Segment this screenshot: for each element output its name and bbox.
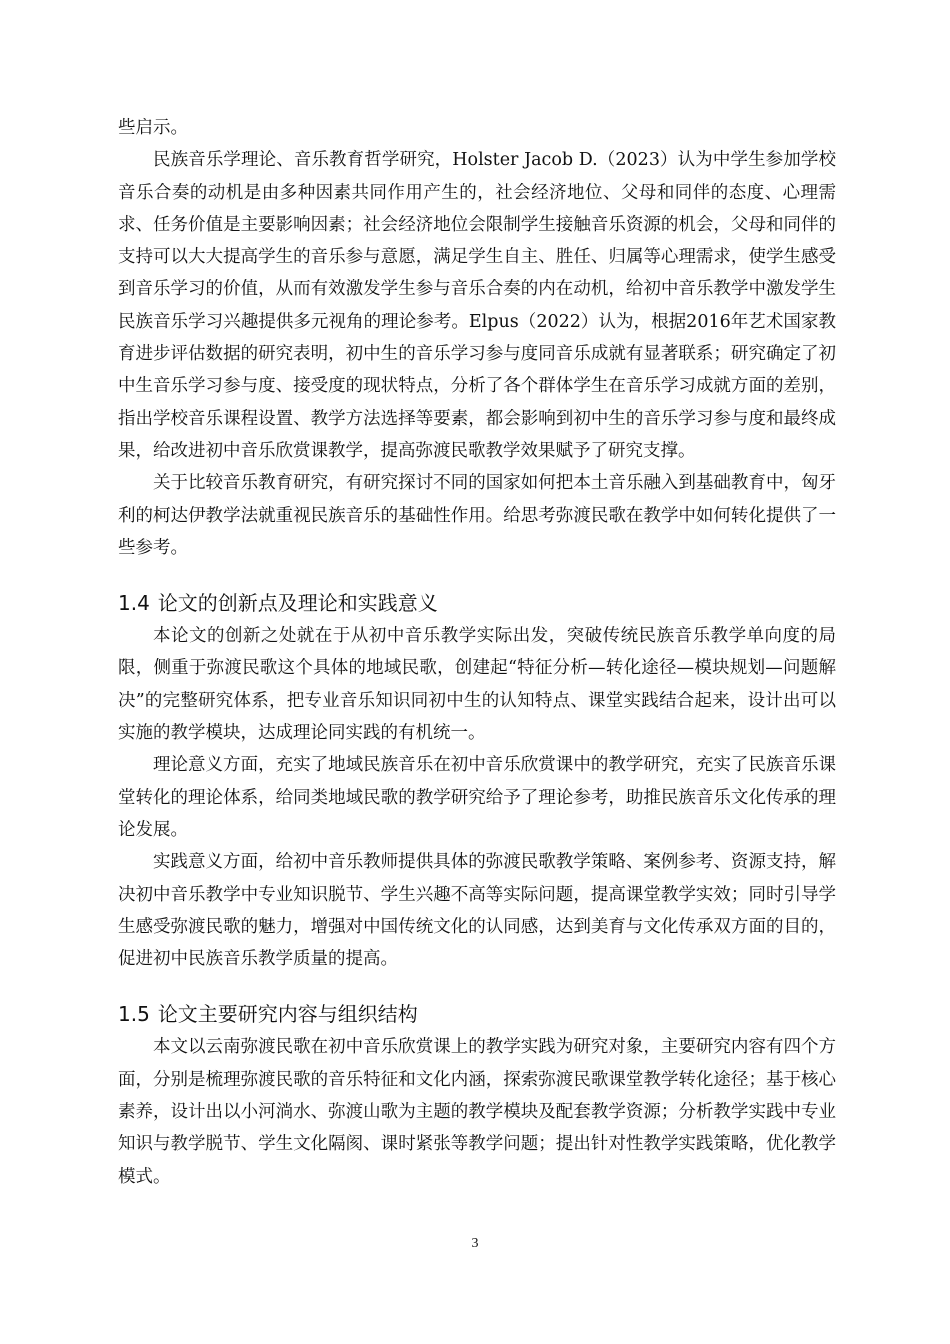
section-heading-1-5 xyxy=(118,997,836,1031)
paragraph-foreign-research: 民族音乐学理论、音乐教育哲学研究，Holster Jacob D.（2023）认为中学生参加学校音乐合奏的动机是由多种因素共同作用产生的，社会经济地位、父母和同伴的态度、心理需求、任务价值是主要影响因素；社会经济地位会限制学生接触音乐资源的机会，父母和同伴的支持可以大大提高学生的音乐参与意愿，满足学生自主、胜任、归属等心理需求，使学生感受到音乐学习的价值，从而有效激发学生参与音乐合奏的内在动机，给初中音乐教学中激发学生民族音乐学习兴趣提供多元视角的理论参考。Elpus（2022）认为，根据2016年艺术国家教育进步评估数据的研究表明，初中生的音乐学习参与度同音乐成就有显著联系；研究确定了初中生音乐学习参与度、接受度的现状特点，分析了各个群体学生在音乐学习成就方面的差别，指出学校音乐课程设置、教学方法选择等要素，都会影响到初中生的音乐学习参与度和最终成果，给改进初中音乐欣赏课教学，提高弥渡民歌教学效果赋予了研究支撑。 xyxy=(118,150,836,461)
page-number: 3 xyxy=(471,1236,479,1251)
page-body xyxy=(118,112,836,1193)
section-number: 1.5 xyxy=(118,1002,150,1027)
paragraph-continuation: 些启示。 xyxy=(118,118,188,138)
paragraph-innovation: 本论文的创新之处就在于从初中音乐教学实际出发，突破传统民族音乐教学单向度的局限，侧重于弥渡民歌这个具体的地域民歌，创建起“特征分析—转化途径—模块规划—问题解决”的完整研究体系，把专业音乐知识同初中生的认知特点、课堂实践结合起来，设计出可以实施的教学模块，达成理论同实践的有机统一。 xyxy=(118,626,836,744)
paragraph-practical-significance: 实践意义方面，给初中音乐教师提供具体的弥渡民歌教学策略、案例参考、资源支持，解决初中音乐教学中专业知识脱节、学生兴趣不高等实际问题，提高课堂教学实效；同时引导学生感受弥渡民歌的魅力，增强对中国传统文化的认同感，达到美育与文化传承双方面的目的，促进初中民族音乐教学质量的提高。 xyxy=(118,852,836,970)
paragraph-comparative-research: 关于比较音乐教育研究，有研究探讨不同的国家如何把本土音乐融入到基础教育中，匈牙利的柯达伊教学法就重视民族音乐的基础性作用。给思考弥渡民歌在教学中如何转化提供了一些参考。 xyxy=(118,473,836,558)
section-number: 1.4 xyxy=(118,591,150,616)
section-title: 论文主要研究内容与组织结构 xyxy=(157,1002,418,1027)
paragraph-theoretical-significance: 理论意义方面，充实了地域民族音乐在初中音乐欣赏课中的教学研究，充实了民族音乐课堂转化的理论体系，给同类地域民歌的教学研究给予了理论参考，助推民族音乐文化传承的理论发展。 xyxy=(118,755,836,840)
paragraph-research-content: 本文以云南弥渡民歌在初中音乐欣赏课上的教学实践为研究对象，主要研究内容有四个方面，分别是梳理弥渡民歌的音乐特征和文化内涵，探索弥渡民歌课堂教学转化途径；基于核心素养，设计出以小河淌水、弥渡山歌为主题的教学模块及配套教学资源；分析教学实践中专业知识与教学脱节、学生文化隔阂、课时紧张等教学问题；提出针对性教学实践策略，优化教学模式。 xyxy=(118,1037,836,1187)
section-heading-1-4 xyxy=(118,586,836,620)
section-title: 论文的创新点及理论和实践意义 xyxy=(157,591,438,616)
